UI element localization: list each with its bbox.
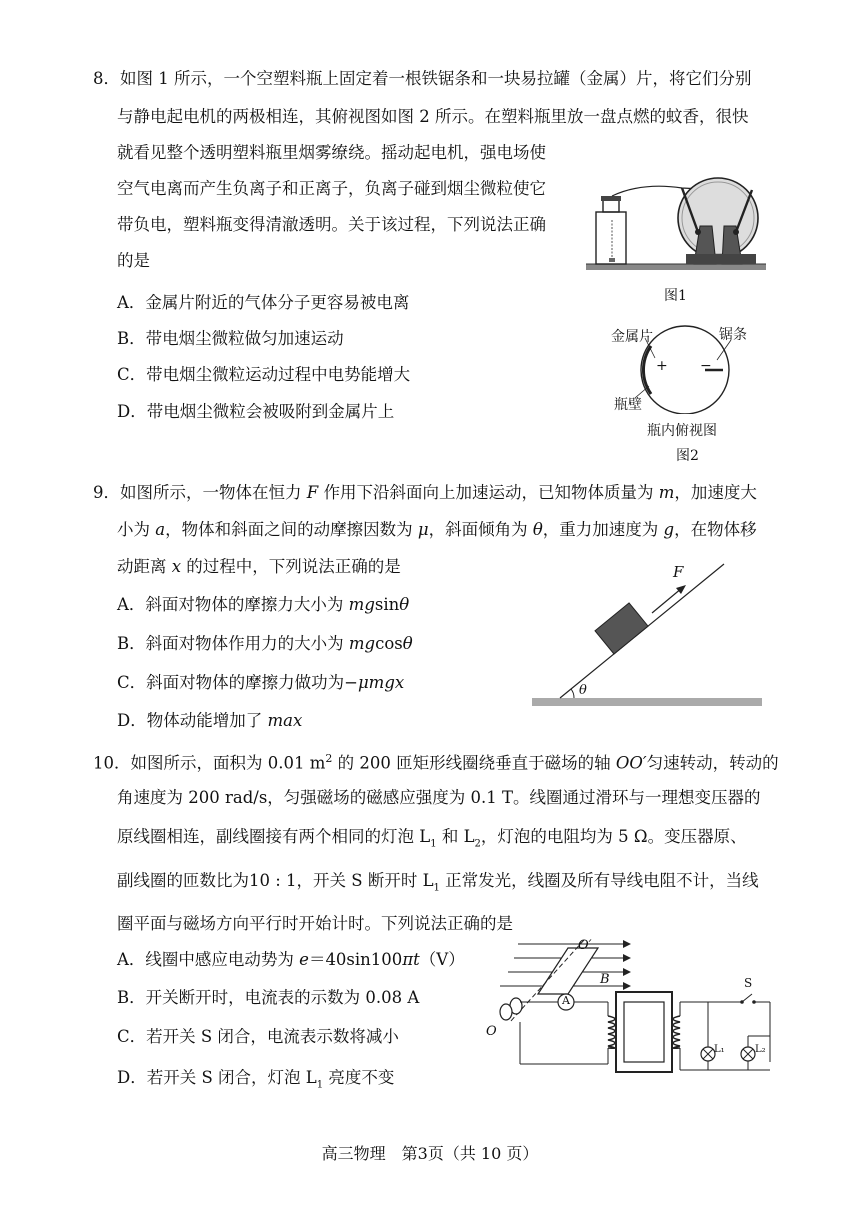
q9-option-c: C．斜面对物体的摩擦力做功为−μmgx [117, 673, 405, 692]
q8-stem-line-2: 与静电起电机的两极相连，其俯视图如图 2 所示。在塑料瓶里放一盘点燃的蚊香，很快 [117, 107, 749, 126]
q8-option-b: B．带电烟尘微粒做匀加速运动 [117, 329, 344, 348]
fig-label-o-prime: O′ [578, 938, 592, 953]
q10-stem-line-2: 角速度为 200 rad/s，匀强磁场的磁感应强度为 0.1 T。线圈通过滑环与一理想变压器的 [117, 788, 761, 807]
q9-option-b: B．斜面对物体作用力的大小为 mgcosθ [117, 634, 413, 653]
fig-label-b: B [600, 972, 610, 987]
q10-stem-line-4: 副线圈的匝数比为10 : 1，开关 S 断开时 $L_1$ 正常发光，线圈及所有导线电阻不计，当线 [117, 871, 759, 894]
q8-stem-line-6: 的是 [117, 251, 150, 270]
q10-option-a: A．线圈中感应电动势为 e＝40sin100πt（V） [117, 950, 465, 969]
fig-label-lamp1: L₁ [714, 1044, 725, 1055]
q10-option-d: D．若开关 S 闭合，灯泡 $L_1$ 亮度不变 [117, 1068, 395, 1091]
fig2-minus: − [700, 358, 712, 374]
q8-stem-line-1: 8．如图 1 所示，一个空塑料瓶上固定着一根铁锯条和一块易拉罐（金属）片，将它们分别 [93, 69, 752, 88]
q8-option-a: A．金属片附近的气体分子更容易被电离 [117, 293, 410, 312]
figure-1-electrostatic-device [582, 176, 772, 272]
figure-incline [530, 560, 770, 712]
ammeter-icon: A [562, 994, 570, 1007]
fig2-label-metal: 金属片 [611, 329, 653, 345]
q10-option-c: C．若开关 S 闭合，电流表示数将减小 [117, 1027, 399, 1046]
figure-2-caption: 图2 [676, 448, 699, 464]
fig2-label-saw: 锯条 [719, 327, 747, 343]
fig2-label-view: 瓶内俯视图 [647, 423, 717, 439]
fig-label-lamp2: L₂ [755, 1044, 766, 1055]
q8-stem-line-5: 带负电，塑料瓶变得清澈透明。关于该过程，下列说法正确 [117, 215, 546, 234]
q9-option-d: D．物体动能增加了 max [117, 711, 303, 730]
incline-angle-label: θ [579, 683, 587, 698]
q8-stem-line-4: 空气电离而产生负离子和正离子，负离子碰到烟尘微粒使它 [117, 179, 546, 198]
figure-generator-transformer [480, 936, 780, 1076]
fig-label-o: O [486, 1024, 497, 1039]
incline-force-label: F [673, 563, 684, 581]
q9-stem-line-2: 小为 a，物体和斜面之间的动摩擦因数为 μ，斜面倾角为 θ，重力加速度为 g，在物体移 [117, 520, 757, 539]
q8-stem-line-3: 就看见整个透明塑料瓶里烟雾缭绕。摇动起电机，强电场使 [117, 143, 546, 162]
q10-stem-line-5: 圈平面与磁场方向平行时开始计时。下列说法正确的是 [117, 914, 513, 933]
q8-option-d: D．带电烟尘微粒会被吸附到金属片上 [117, 402, 395, 421]
fig2-label-wall: 瓶壁 [614, 397, 642, 413]
q10-option-b: B．开关断开时，电流表的示数为 0.08 A [117, 988, 420, 1007]
q10-stem-line-1: 10．如图所示，面积为 0.01 $m^2$ 的 200 匝矩形线圈绕垂直于磁场的轴 OO′匀速转动，转动的 [93, 752, 779, 773]
q10-stem-line-3: 原线圈相连，副线圈接有两个相同的灯泡 $L_1$ 和 $L_2$，灯泡的电阻均为 5 Ω。变压器原、 [117, 827, 747, 850]
q8-option-c: C．带电烟尘微粒运动过程中电势能增大 [117, 365, 411, 384]
figure-1-caption: 图1 [664, 288, 687, 304]
fig-label-switch: S [744, 976, 753, 990]
q9-option-a: A．斜面对物体的摩擦力大小为 mgsinθ [117, 595, 410, 614]
q9-stem-line-1: 9．如图所示，一物体在恒力 F 作用下沿斜面向上加速运动，已知物体质量为 m，加速度大 [93, 483, 757, 502]
q9-stem-line-3: 动距离 x 的过程中，下列说法正确的是 [117, 557, 401, 576]
fig2-plus: + [656, 358, 668, 374]
page-footer: 高三物理 第3页（共 10 页） [321, 1144, 539, 1163]
